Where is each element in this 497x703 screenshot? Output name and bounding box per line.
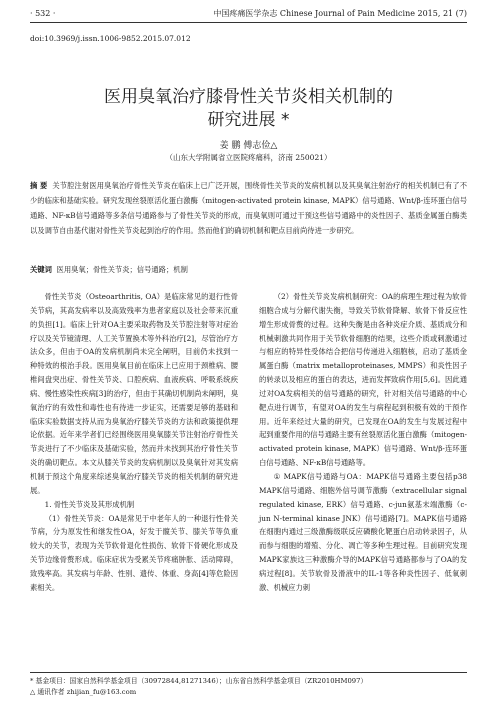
abstract <box>30 178 467 238</box>
pathogenesis-paragraph: （2）骨性关节炎发病机制研究：OA的病理生理过程为软骨细胞合成与分解代谢失衡，导致关节软骨降解、软骨下骨反应性增生形成骨赘的过程。这种失衡是由各种炎症介质、基质成分和机械刺激共同作用于关节软骨细胞的结果，这些介质或刺激通过与相应的特异性受体结合把信号传递进入细胞核，启动了基质金属蛋白酶（matrix metalloproteinases, MMPS）和炎性因子的转录以及相应的蛋白的表达，进而发挥致病作用[5,6]。因此通过对OA发病相关的信号通路的研究，针对相关信号通路的中心靶点进行调节，有望对OA的发生与病程起到积极有效的干预作用。近年来经过大量的研究，已发现在OA的发生与发展过程中起到重要作用的信号通路主要有丝裂原活化蛋白激酶（mitogen-activated protein kinase, MAPK）信号通路、Wnt/β-连环蛋白信号通路、NF-κB信号通路等。 <box>259 292 467 468</box>
corresponding-author: △ 通讯作者 zhijian_fu@163.com <box>30 688 137 696</box>
keywords <box>30 263 467 277</box>
abstract-text: 关节腔注射医用臭氧治疗骨性关节炎在临床上已广泛开展，围绕骨性关节炎的发病机制以及其臭氧注射治疗的相关机制已有了不少的临床和基础实验。研究发现丝裂原活化蛋白激酶（mitogen-activated protein kinase, MAPK）信号通路、Wnt/β-连环蛋白信号通路、NF-κB信号通路等多条信号通路参与了骨性关节炎的形成，而臭氧则可通过干预这些信号通路中的炎性因子、基质金属蛋白酶类以及调节自由基代谢对骨性关节炎起到治疗的作用。然而他们的确切机制和靶点目前尚待进一步研究。 <box>30 181 467 235</box>
osteoarthritis-paragraph: （1）骨性关节炎：OA是常见于中老年人的一种退行性骨关节病，分为原发性和继发性OA，好发于髋关节、膝关节等负重较大的关节，表现为关节软骨退化性损伤、软骨下骨硬化形成及关节边缘骨赘形成。临床症状为受累关节疼痛肿胀、活动障碍，致残率高。其发病与年龄、性别、遗传、体重、身高[4]等危险因素相关。 <box>30 513 238 592</box>
affiliation: （山东大学附属省立医院疼痛科，济南 250021） <box>165 153 332 162</box>
title-line-2: 研究进展 * <box>207 110 290 130</box>
article-title <box>0 86 497 132</box>
authors: 姜 鹏 傅志俭△ <box>219 141 278 151</box>
keywords-label: 关键词 <box>30 265 52 274</box>
fund-note: * 基金项目：国家自然科学基金项目（30972844,81271346）；山东省自然科学基金项目（ZR2010HM097） <box>30 677 368 685</box>
abstract-label: 摘 要 <box>30 181 48 190</box>
page-number: · 532 · <box>30 9 56 18</box>
doi[interactable]: doi:10.3969/j.issn.1006-9852.2015.07.012 <box>30 34 191 43</box>
mapk-paragraph: ① MAPK信号通路与OA：MAPK信号通路主要包括p38 MAPK信号通路、细胞外信号调节激酶（extracellular signal regulated kinase, ERK）信号通路、c-jun氨基末端激酶（c-jun N-terminal kinase JNK）信号通路[7]。MAPK信号通路在细胞内通过三级激酶级联反应磷酸化靶蛋白启动转录因子，从而参与细胞的增殖、分化、凋亡等多种生理过程。目前研究发现MAPK家族这三种激酶介导的MAPK信号通路都参与了OA的发病过程[8]。关节软骨及滑液中的IL-1等各种炎性因子、低氧刺激、机械应力刺 <box>259 471 467 592</box>
title-line-1: 医用臭氧治疗膝骨性关节炎相关机制的 <box>104 87 393 107</box>
intro-paragraph: 骨性关节炎（Osteoarthritis, OA）是临床常见的退行性骨关节病，其高发病率以及高致残率为患者家庭以及社会带来沉重的负担[1]。临床上针对OA主要采取药物及关节腔注射等对症治疗以及关节镜清理、人工关节置换术等外科治疗[2]，尽管治疗方法众多，但由于OA的发病机制尚未完全阐明，目前仍未找到一种特效的根治手段。医用臭氧目前在临床上已应用于颈椎病、腰椎间盘突出症、骨性关节炎、口腔疾病、血液疾病、呼吸系统疾病、慢性感染性疾病[3]的治疗，但由于其确切机制尚未阐明，臭氧治疗的有效性和毒性也有待进一步证实，还需要足够的基础和临床实验数据支持从而为臭氧治疗膝关节炎的方法和政策提供理论依据。近年来学者们已经围绕医用臭氧膝关节注射治疗骨性关节炎进行了不少临床及基础实验，然而并未找到其治疗骨性关节炎的确切靶点。本文从膝关节炎的发病机制以及臭氧针对其发病机制于预这个角度来综述臭氧治疗膝关节炎的相关机制的研究进展。 <box>30 292 238 495</box>
keywords-text: 医用臭氧；骨性关节炎；信号通路；机制 <box>56 265 188 274</box>
footnote <box>30 672 467 698</box>
journal-name: 中国疼痛医学杂志 Chinese Journal of Pain Medicine 2015, 21 (7) <box>213 9 467 18</box>
section-heading: 1. 骨性关节炎及其形成机制 <box>44 499 135 509</box>
body-column-right <box>259 290 467 595</box>
body-column-left <box>30 290 238 595</box>
running-header <box>30 6 467 23</box>
